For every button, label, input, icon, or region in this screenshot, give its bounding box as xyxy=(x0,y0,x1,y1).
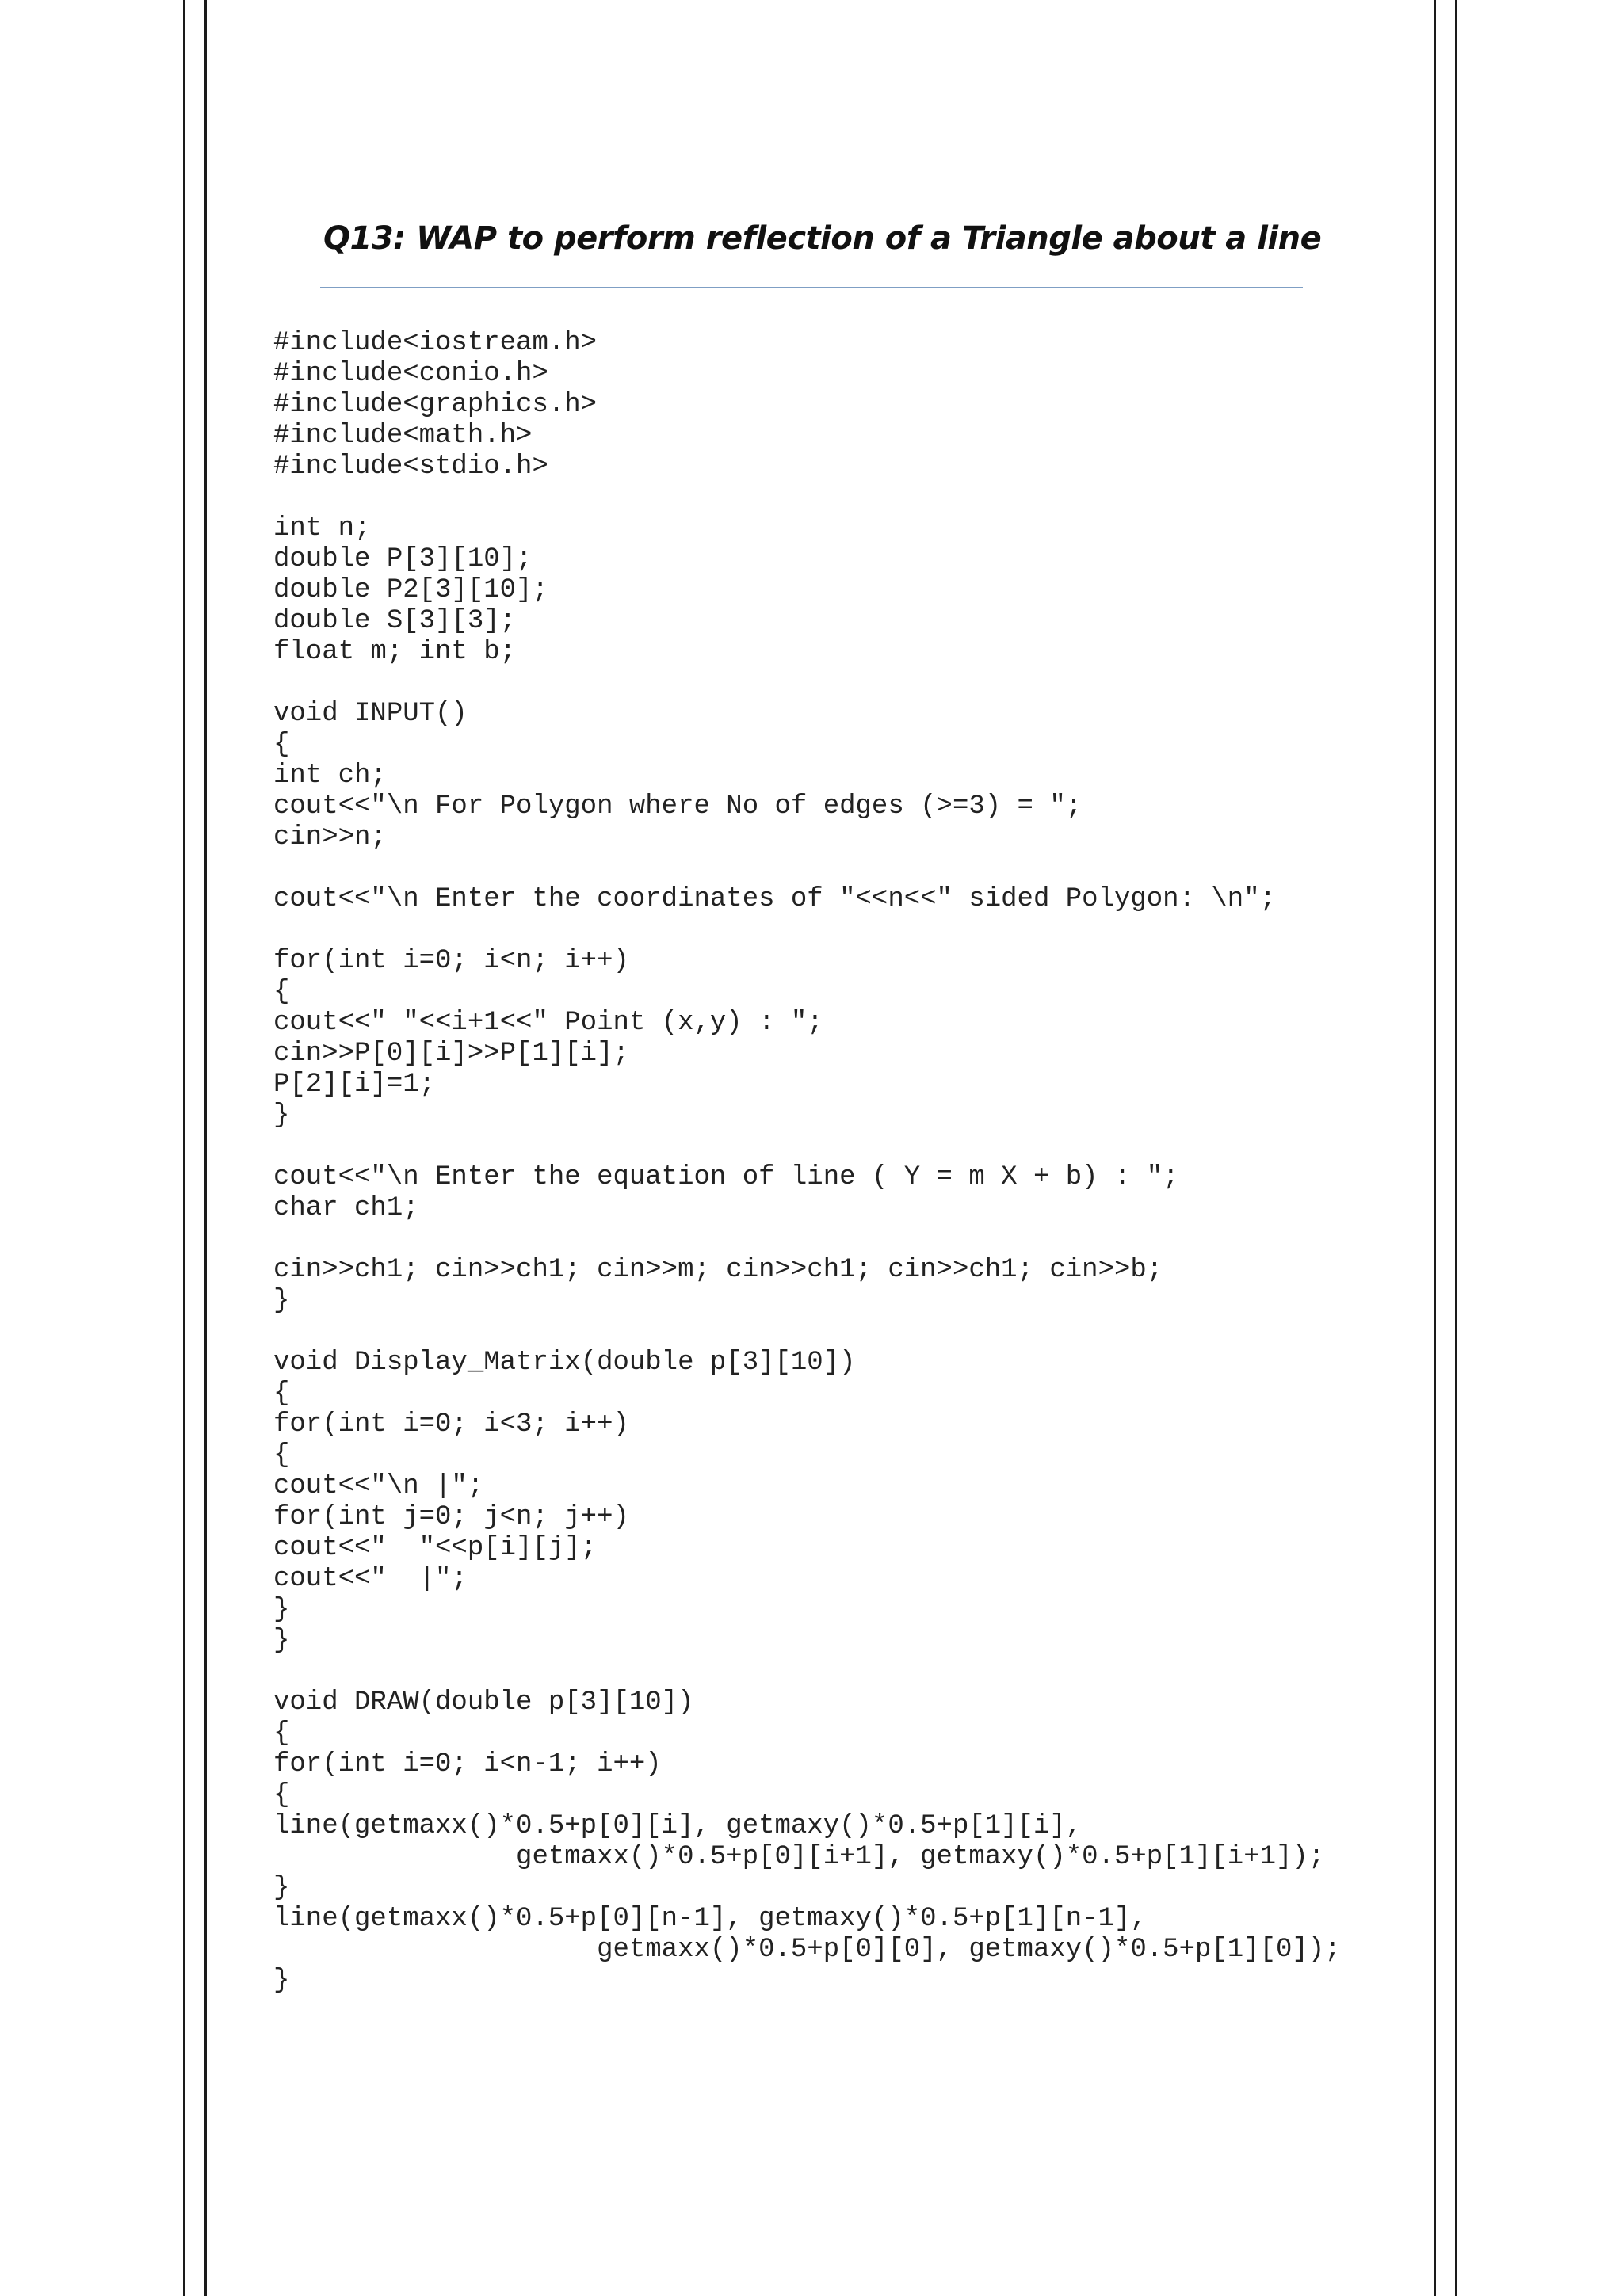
title-underline xyxy=(320,287,1303,288)
code-line: cout<<"\n Enter the equation of line ( Y = m X + b) : "; xyxy=(273,1162,1179,1192)
code-line: { xyxy=(273,1718,290,1749)
code-line: { xyxy=(273,1440,290,1470)
code-line: cout<<" "<<p[i][j]; xyxy=(273,1533,598,1563)
code-line: for(int i=0; i<n-1; i++) xyxy=(273,1749,662,1779)
code-line: cout<<" "<<i+1<<" Point (x,y) : "; xyxy=(273,1008,823,1038)
code-line: { xyxy=(273,977,290,1007)
code-line: void DRAW(double p[3][10]) xyxy=(273,1688,694,1718)
code-line: cin>>n; xyxy=(273,822,387,852)
code-line: } xyxy=(273,1286,290,1316)
code-line: float m; int b; xyxy=(273,637,517,667)
code-line: #include<iostream.h> xyxy=(273,328,598,358)
code-listing xyxy=(273,328,1341,1997)
code-line: } xyxy=(273,1100,290,1131)
page-border-outer-left xyxy=(183,0,185,2296)
code-line: { xyxy=(273,730,290,760)
code-line: int ch; xyxy=(273,761,387,791)
code-line: double P[3][10]; xyxy=(273,544,533,574)
code-line: { xyxy=(273,1379,290,1409)
code-line: #include<conio.h> xyxy=(273,359,548,389)
code-line: { xyxy=(273,1780,290,1810)
page-border-inner-left xyxy=(204,0,207,2296)
code-line: #include<math.h> xyxy=(273,421,533,451)
page-border-inner-right xyxy=(1434,0,1436,2296)
code-line: #include<stdio.h> xyxy=(273,452,548,482)
code-line: for(int i=0; i<n; i++) xyxy=(273,946,629,976)
code-line: cin>>P[0][i]>>P[1][i]; xyxy=(273,1039,629,1069)
code-line: } xyxy=(273,1966,290,1996)
code-line: double P2[3][10]; xyxy=(273,575,548,605)
code-line: line(getmaxx()*0.5+p[0][n-1], getmaxy()*0.5+p[1][n-1], xyxy=(273,1904,1147,1934)
page-border-outer-right xyxy=(1455,0,1457,2296)
code-line: getmaxx()*0.5+p[0][i+1], getmaxy()*0.5+p[1][i+1]); xyxy=(273,1842,1325,1872)
code-line: #include<graphics.h> xyxy=(273,390,598,420)
code-line: void INPUT() xyxy=(273,699,468,729)
code-line: int n; xyxy=(273,513,371,543)
code-line: } xyxy=(273,1873,290,1903)
code-line: cout<<" |"; xyxy=(273,1564,468,1594)
code-line: for(int j=0; j<n; j++) xyxy=(273,1502,629,1532)
code-line: cin>>ch1; cin>>ch1; cin>>m; cin>>ch1; cin>>ch1; cin>>b; xyxy=(273,1255,1163,1285)
code-line: } xyxy=(273,1626,290,1656)
code-line: char ch1; xyxy=(273,1193,419,1223)
code-line: void Display_Matrix(double p[3][10]) xyxy=(273,1348,856,1378)
code-line: for(int i=0; i<3; i++) xyxy=(273,1409,629,1440)
code-line: cout<<"\n Enter the coordinates of "<<n<<" sided Polygon: \n"; xyxy=(273,884,1277,914)
code-line: line(getmaxx()*0.5+p[0][i], getmaxy()*0.5+p[1][i], xyxy=(273,1811,1083,1841)
code-line: double S[3][3]; xyxy=(273,606,517,636)
code-line: P[2][i]=1; xyxy=(273,1070,436,1100)
question-title: Q13: WAP to perform reflection of a Triangle about a line xyxy=(323,220,1322,257)
code-line: cout<<"\n |"; xyxy=(273,1471,484,1501)
code-line: getmaxx()*0.5+p[0][0], getmaxy()*0.5+p[1][0]); xyxy=(273,1935,1341,1965)
code-line: cout<<"\n For Polygon where No of edges (>=3) = "; xyxy=(273,791,1083,822)
code-line: } xyxy=(273,1595,290,1625)
